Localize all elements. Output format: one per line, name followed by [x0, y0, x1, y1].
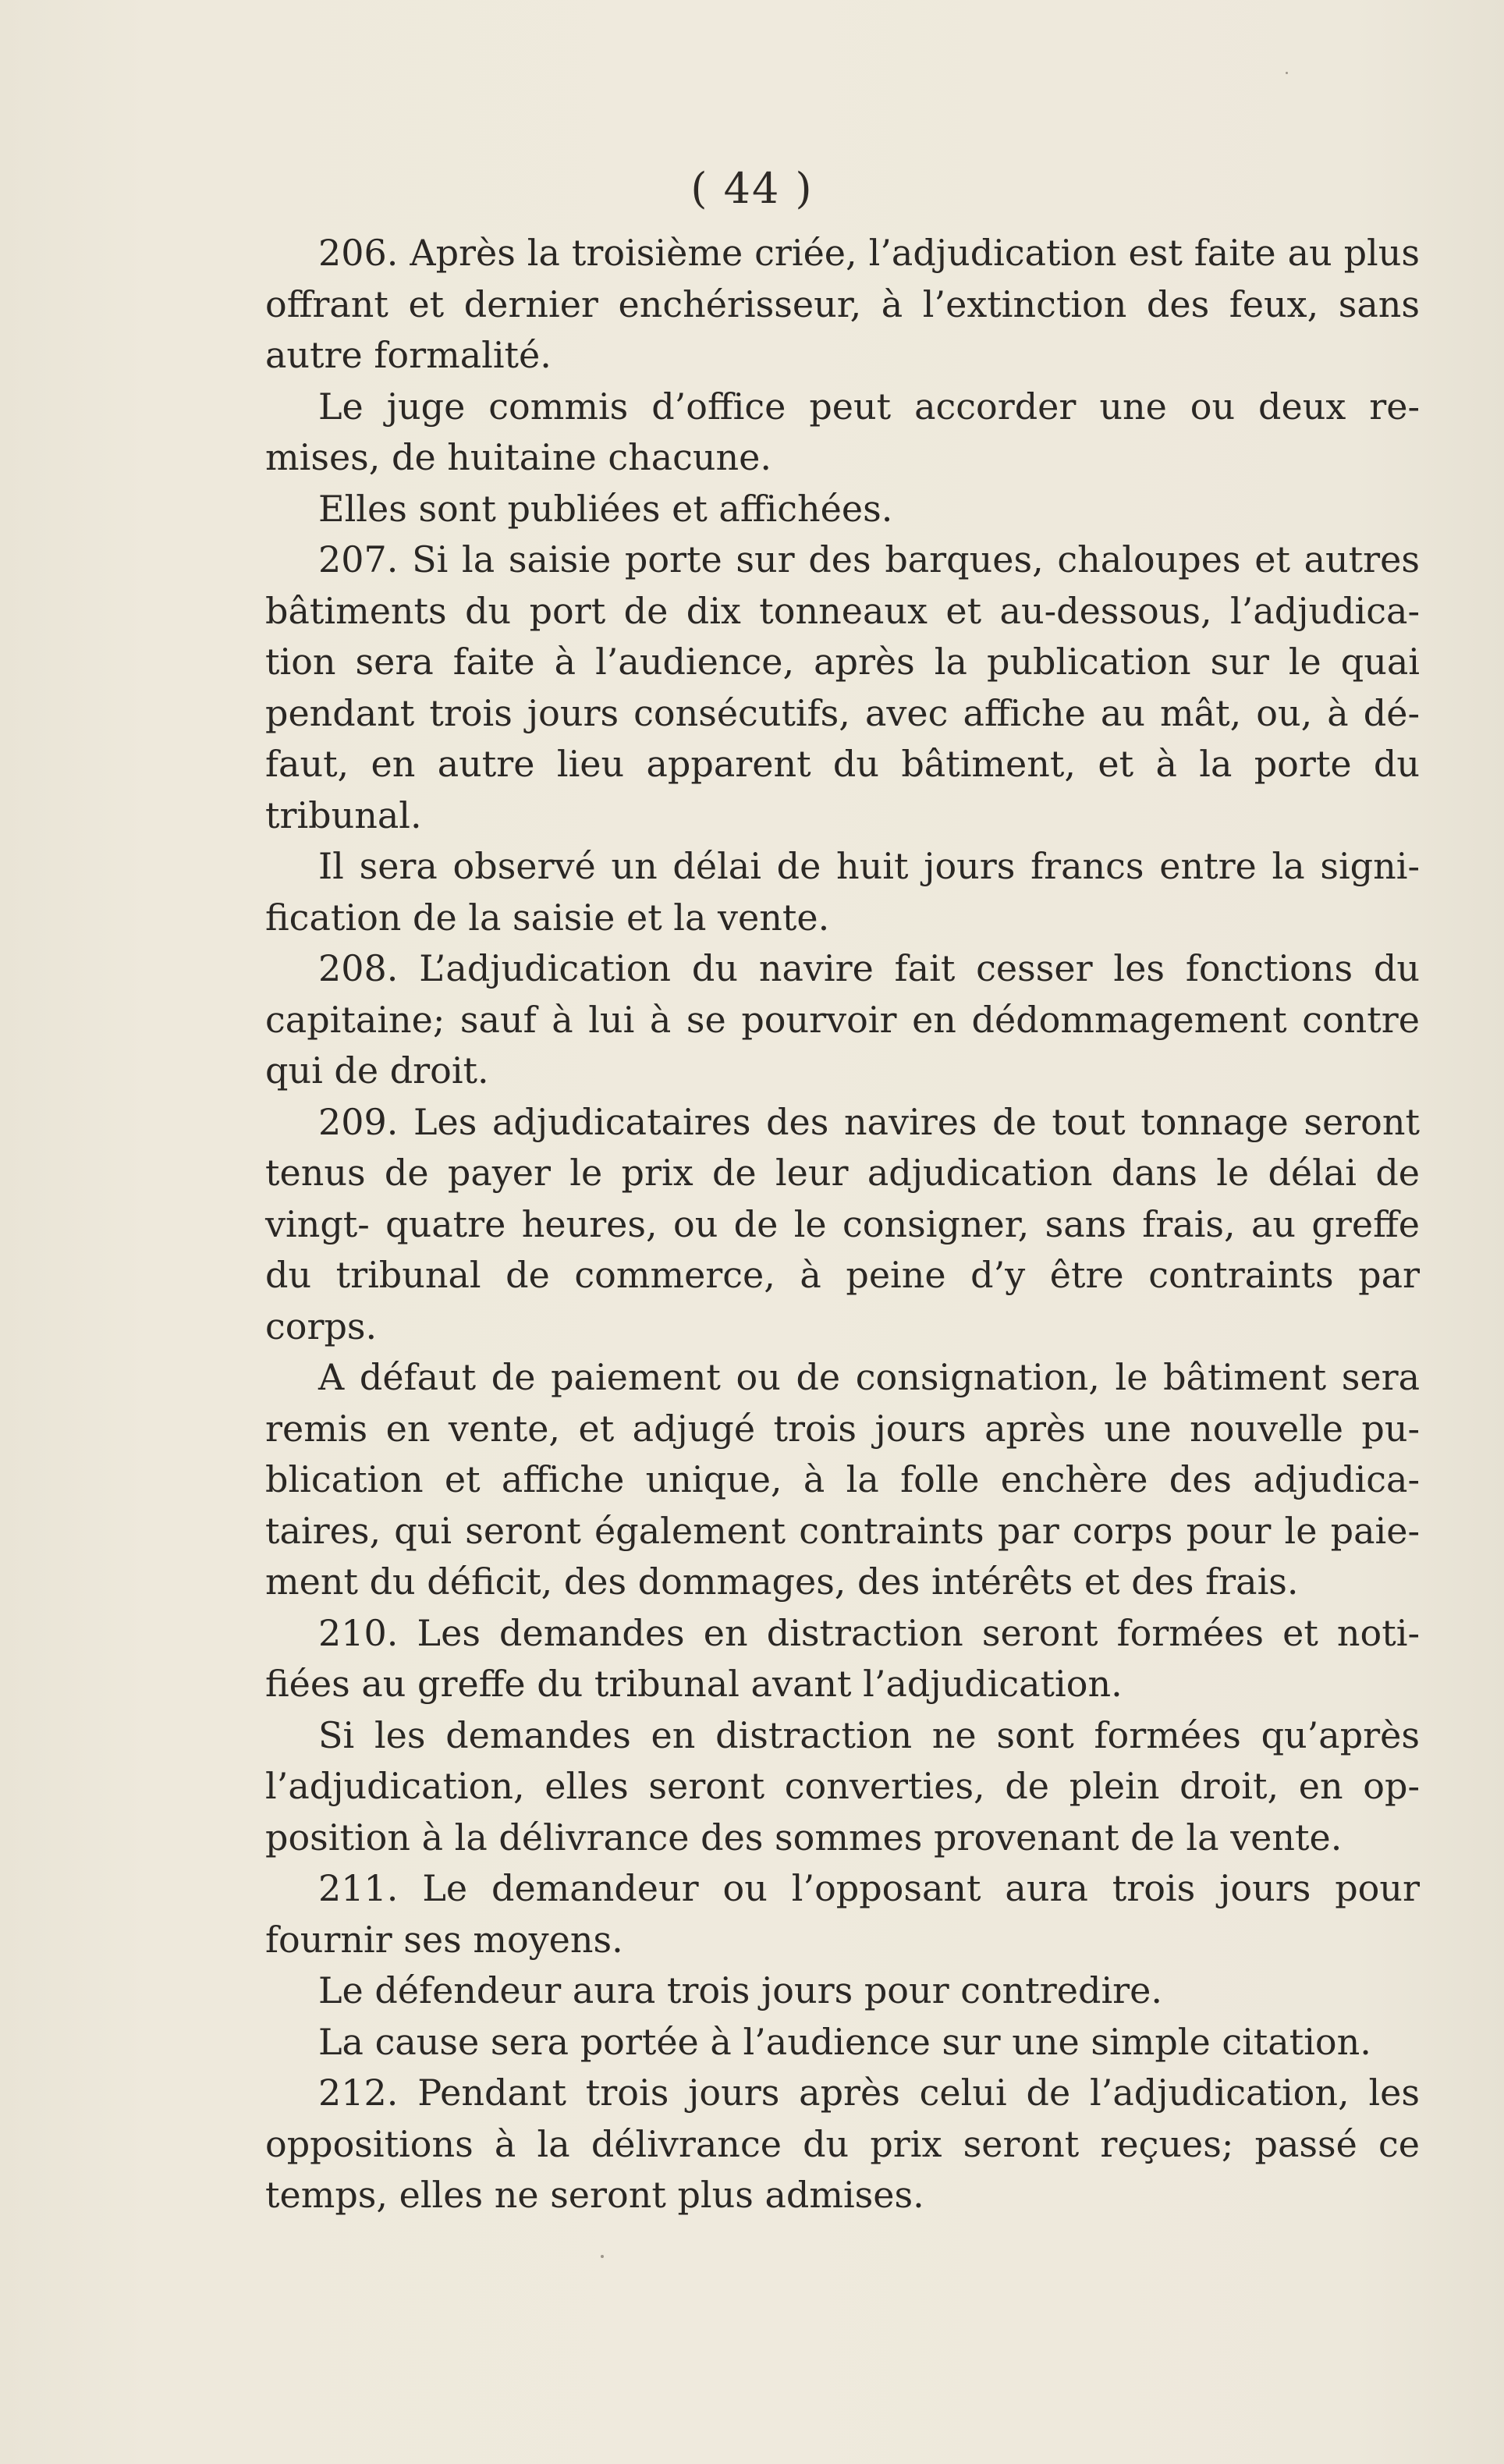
paragraph-211: 211. Le demandeur ou l’opposant aura trois jours pour fournir ses moyens. — [265, 1867, 1420, 1961]
paragraph-206-remises: Le juge commis d’office peut accorder une ou deux re- mises, de huitaine chacune. — [265, 385, 1420, 478]
paper-speck — [601, 2255, 604, 2258]
paragraph-208: 208. L’adjudication du navire fait cesser les fonctions du capitaine; sauf à lui à se pourvoir en dédommagement contre qui de droit. — [265, 947, 1420, 1092]
paragraph-207-delai: Il sera observé un délai de huit jours francs entre la signi- fication de la saisie et la vente. — [265, 845, 1420, 939]
paragraph-206-publication: Elles sont publiées et affichées. — [318, 487, 893, 530]
paragraph-209-defaut: A défaut de paiement ou de consignation, le bâtiment sera remis en vente, et adjugé trois jours après une nouvelle pu- blication et affiche unique, à la folle enchère des adjudica- taires, qui seront également contraints par corps pour le paie- ment du déficit, des dommages, des intérêts et des frais. — [265, 1356, 1420, 1603]
paragraph-206: 206. Après la troisième criée, l’adjudication est faite au plus offrant et dernier enchérisseur, à l’extinction des feux, sans autre formalité. — [265, 232, 1420, 376]
paragraph-209: 209. Les adjudicataires des navires de tout tonnage seront tenus de payer le prix de leur adjudication dans le délai de vingt- quatre heures, ou de le consigner, sans frais, au greffe du tribunal de commerce, à peine d’y être contraints par corps. — [265, 1100, 1420, 1347]
paragraph-210-opposition: Si les demandes en distraction ne sont formées qu’après l’adjudication, elles seront converties, de plein droit, en op- position à la délivrance des sommes provenant de la vente. — [265, 1713, 1420, 1859]
paragraph-207: 207. Si la saisie porte sur des barques, chaloupes et autres bâtiments du port de dix tonneaux et au-dessous, l’adjudica- tion sera faite à l’audience, après la publication sur le quai pendant trois jours consécutifs, avec affiche au mât, ou, à dé- faut, en autre lieu apparent du bâtiment, et à la porte du tribunal. — [265, 538, 1420, 836]
page-number: ( 44 ) — [690, 164, 814, 213]
page-body — [265, 228, 1420, 2221]
paragraph-211-cause: La cause sera portée à l’audience sur une simple citation. — [318, 2020, 1371, 2063]
paragraph-210: 210. Les demandes en distraction seront formées et noti- fiées au greffe du tribunal avant l’adjudication. — [265, 1611, 1420, 1705]
paper-speck — [1286, 72, 1288, 74]
paragraph-211-defendeur: Le défendeur aura trois jours pour contredire. — [318, 1969, 1162, 2011]
paragraph-212: 212. Pendant trois jours après celui de l’adjudication, les oppositions à la délivrance du prix seront reçues; passé ce temps, elles ne seront plus admises. — [265, 2072, 1420, 2216]
